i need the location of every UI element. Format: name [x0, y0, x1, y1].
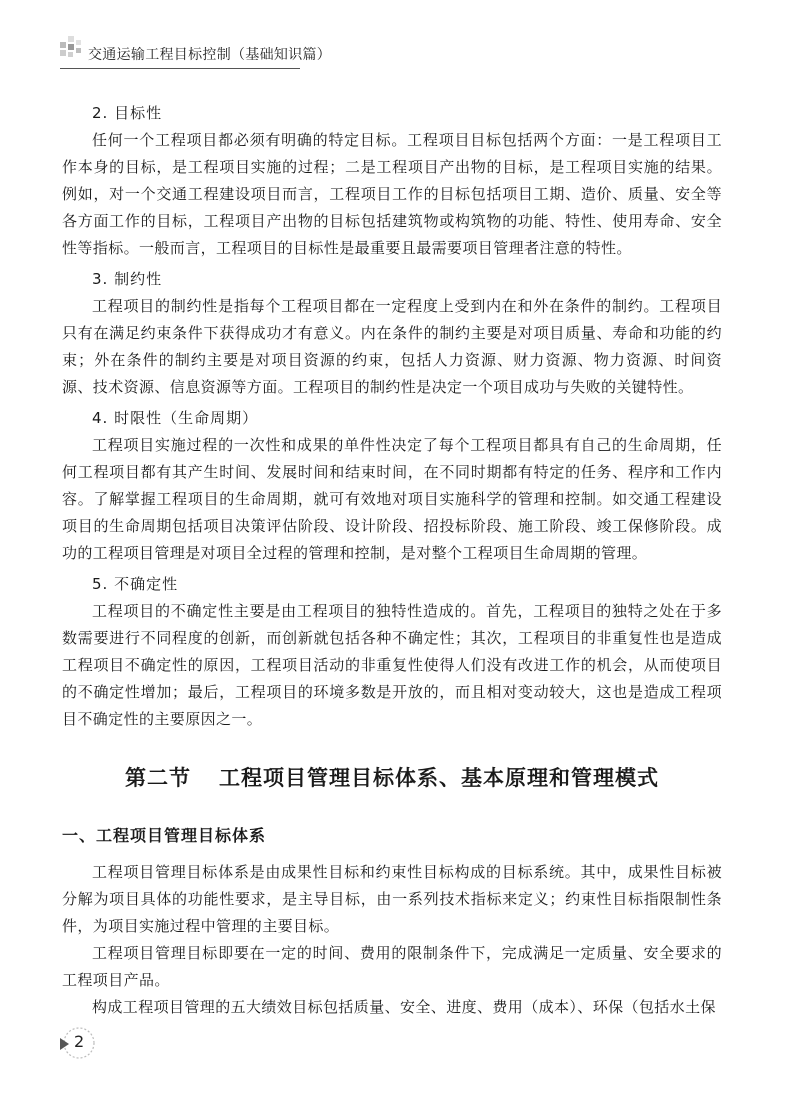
paragraph-constraint: 工程项目的制约性是指每个工程项目都在一定程度上受到内在和外在条件的制约。工程项目只有在满足约束条件下获得成功才有意义。内在条件的制约主要是对项目质量、寿命和功能的约束；外在条件的制约主要是对项目资源的约束，包括人力资源、财力资源、物力资源、时间资源、技术资源、信息资源等方面。工程项目的制约性是决定一个项目成功与失败的关键特性。: [62, 297, 722, 396]
paragraph-lifecycle: 工程项目实施过程的一次性和成果的单件性决定了每个工程项目都具有自己的生命周期，任何工程项目都有其产生时间、发展时间和结束时间，在不同时期都有特定的任务、程序和工作内容。了解掌握工程项目的生命周期，就可有效地对项目实施科学的管理和控制。如交通工程建设项目的生命周期包括项目决策评估阶段、设计阶段、招投标阶段、施工阶段、竣工保修阶段。成功的工程项目管理是对项目全过程的管理和控制，是对整个工程项目生命周期的管理。: [62, 436, 722, 562]
paragraph-uncertainty: 工程项目的不确定性主要是由工程项目的独特性造成的。首先，工程项目的独特之处在于多数需要进行不同程度的创新，而创新就包括各种不确定性；其次，工程项目的非重复性也是造成工程项目不确定性的原因，工程项目活动的非重复性使得人们没有改进工作的机会，从而使项目的不确定性增加；最后，工程项目的环境多数是开放的，而且相对变动较大，这也是造成工程项目不确定性的主要原因之一。: [62, 602, 722, 728]
page-footer: [60, 1026, 120, 1066]
item-heading-constraint: 3. 制约性: [92, 270, 163, 288]
section-number: 第二节: [125, 766, 191, 790]
paragraph-target-system: 工程项目管理目标体系是由成果性目标和约束性目标构成的目标系统。其中，成果性目标被分解为项目具体的功能性要求，是主导目标，由一系列技术指标来定义；约束性目标指限制性条件，为项目实施过程中管理的主要目标。: [62, 863, 722, 935]
subsection-heading: 一、工程项目管理目标体系: [62, 826, 267, 845]
item-heading-uncertainty: 5. 不确定性: [92, 575, 179, 593]
item-heading-goal: 2. 目标性: [92, 104, 163, 122]
running-header: [60, 36, 740, 68]
section-title-text: 工程项目管理目标体系、基本原理和管理模式: [219, 766, 659, 790]
paragraph-five-targets: 构成工程项目管理的五大绩效目标包括质量、安全、进度、费用（成本）、环保（包括水土保: [92, 998, 716, 1016]
page-body: [62, 96, 722, 1021]
section-heading: [62, 763, 722, 793]
paragraph-goal: 任何一个工程项目都必须有明确的特定目标。工程项目目标包括两个方面：一是工程项目工作本身的目标，是工程项目实施的过程；二是工程项目产出物的目标，是工程项目实施的结果。例如，对一个交通工程建设项目而言，工程项目工作的目标包括项目工期、造价、质量、安全等各方面工作的目标，工程项目产出物的目标包括建筑物或构筑物的功能、特性、使用寿命、安全性等指标。一般而言，工程项目的目标性是最重要且最需要项目管理者注意的特性。: [62, 131, 722, 257]
page-number: 2: [74, 1032, 85, 1051]
page-arrow-icon: [60, 1038, 69, 1050]
item-heading-lifecycle: 4. 时限性（生命周期）: [92, 409, 259, 427]
paragraph-target-definition: 工程项目管理目标即要在一定的时间、费用的限制条件下，完成满足一定质量、安全要求的工程项目产品。: [62, 944, 722, 989]
book-title: 交通运输工程目标控制（基础知识篇）: [88, 47, 332, 63]
header-rule: [60, 68, 300, 69]
